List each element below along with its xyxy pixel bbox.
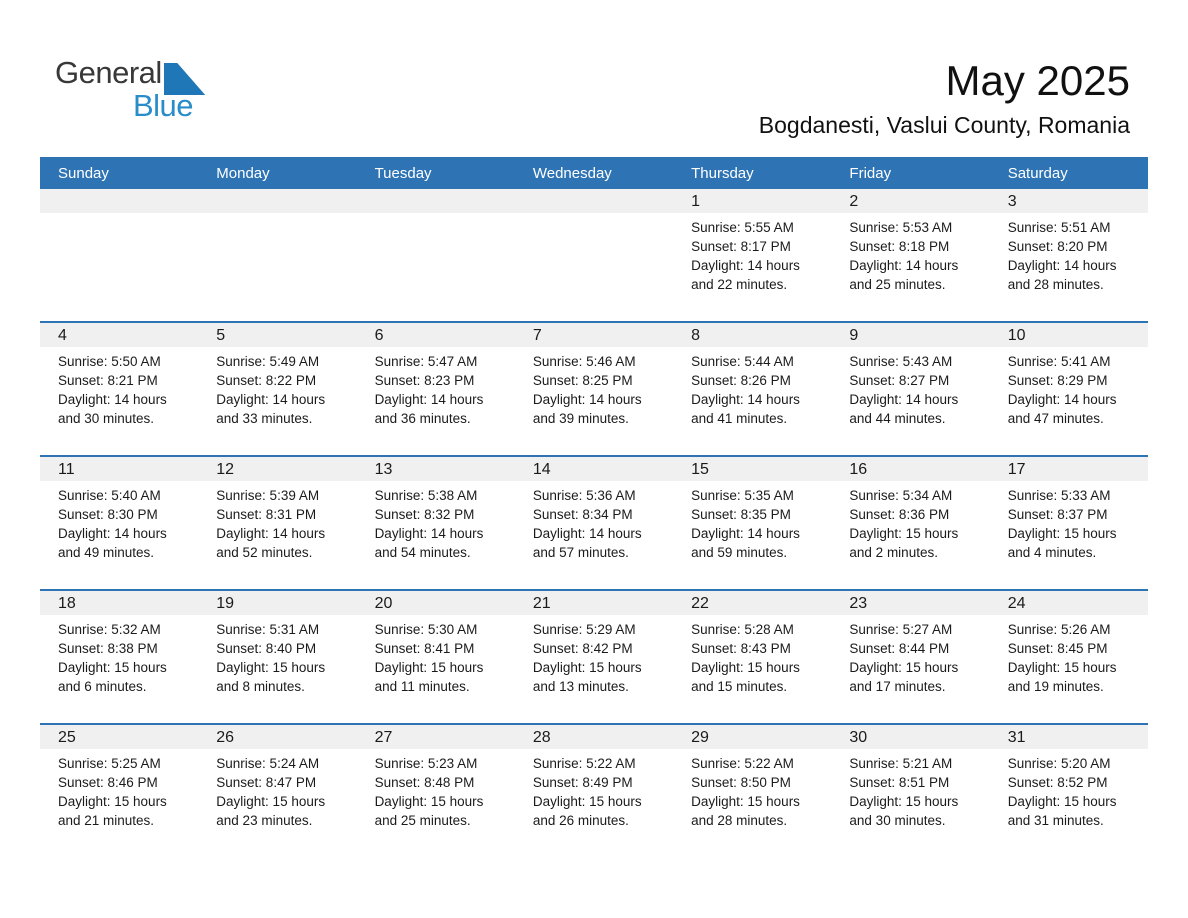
day-cell-17: [990, 457, 1148, 589]
day-number: [515, 189, 673, 213]
day-number: [40, 189, 198, 213]
daylight-minutes-text: and 13 minutes.: [532, 679, 629, 694]
day-number: 1: [673, 189, 831, 213]
daylight-minutes-text: and 26 minutes.: [532, 813, 629, 828]
sunrise-text: Sunrise: 5:39 AM: [216, 488, 320, 503]
day-number: 23: [831, 591, 989, 615]
weekday-header-wednesday: Wednesday: [532, 164, 612, 182]
sunset-text: Sunset: 8:40 PM: [216, 641, 317, 656]
day-cell-31: [990, 725, 1148, 857]
sunset-text: Sunset: 8:42 PM: [532, 641, 633, 656]
general-blue-logo: [55, 55, 205, 127]
sunset-text: Sunset: 8:47 PM: [216, 775, 317, 790]
week-row-3: [40, 455, 1148, 589]
day-cell-23: [831, 591, 989, 723]
day-number: 24: [990, 591, 1148, 615]
day-number: 30: [831, 725, 989, 749]
daylight-minutes-text: and 6 minutes.: [58, 679, 147, 694]
week-row-4: [40, 589, 1148, 723]
day-cell-12: [198, 457, 356, 589]
day-cell-30: [831, 725, 989, 857]
day-number: 20: [357, 591, 515, 615]
daylight-hours-text: Daylight: 15 hours: [849, 526, 959, 541]
page-title: May 2025: [945, 57, 1130, 104]
day-cell-25: [40, 725, 198, 857]
daylight-minutes-text: and 8 minutes.: [216, 679, 305, 694]
sunrise-text: Sunrise: 5:33 AM: [1007, 488, 1111, 503]
day-number: 14: [515, 457, 673, 481]
sunset-text: Sunset: 8:29 PM: [1007, 373, 1108, 388]
day-number: 21: [515, 591, 673, 615]
sunset-text: Sunset: 8:36 PM: [849, 507, 950, 522]
daylight-minutes-text: and 54 minutes.: [374, 545, 471, 560]
daylight-minutes-text: and 39 minutes.: [532, 411, 629, 426]
sunrise-text: Sunrise: 5:41 AM: [1007, 354, 1111, 369]
day-number: 19: [198, 591, 356, 615]
day-cell-9: [831, 323, 989, 455]
daylight-hours-text: Daylight: 15 hours: [849, 794, 959, 809]
day-number: 25: [40, 725, 198, 749]
daylight-minutes-text: and 52 minutes.: [216, 545, 313, 560]
sunrise-text: Sunrise: 5:22 AM: [532, 756, 636, 771]
daylight-hours-text: Daylight: 15 hours: [374, 794, 484, 809]
daylight-hours-text: Daylight: 15 hours: [1007, 660, 1117, 675]
daylight-minutes-text: and 59 minutes.: [691, 545, 788, 560]
sunrise-text: Sunrise: 5:30 AM: [374, 622, 478, 637]
weekday-header-tuesday: Tuesday: [374, 164, 432, 182]
sunset-text: Sunset: 8:37 PM: [1007, 507, 1108, 522]
day-number: 16: [831, 457, 989, 481]
daylight-minutes-text: and 57 minutes.: [532, 545, 629, 560]
day-number: 4: [40, 323, 198, 347]
daylight-hours-text: Daylight: 14 hours: [1007, 258, 1117, 273]
day-number: 26: [198, 725, 356, 749]
day-cell-15: [673, 457, 831, 589]
sunset-text: Sunset: 8:23 PM: [374, 373, 475, 388]
daylight-hours-text: Daylight: 14 hours: [849, 258, 959, 273]
day-cell-18: [40, 591, 198, 723]
daylight-minutes-text: and 36 minutes.: [374, 411, 471, 426]
daylight-hours-text: Daylight: 14 hours: [58, 392, 167, 407]
weekday-header-monday: Monday: [216, 164, 270, 182]
daylight-hours-text: Daylight: 15 hours: [849, 660, 959, 675]
daylight-minutes-text: and 21 minutes.: [58, 813, 155, 828]
daylight-hours-text: Daylight: 14 hours: [849, 392, 959, 407]
sunset-text: Sunset: 8:48 PM: [374, 775, 475, 790]
daylight-hours-text: Daylight: 14 hours: [532, 526, 642, 541]
sunrise-text: Sunrise: 5:24 AM: [216, 756, 320, 771]
daylight-minutes-text: and 33 minutes.: [216, 411, 313, 426]
daylight-minutes-text: and 49 minutes.: [58, 545, 155, 560]
daylight-hours-text: Daylight: 14 hours: [216, 392, 326, 407]
sunrise-text: Sunrise: 5:34 AM: [849, 488, 953, 503]
daylight-minutes-text: and 41 minutes.: [691, 411, 788, 426]
sunrise-text: Sunrise: 5:25 AM: [58, 756, 161, 771]
daylight-minutes-text: and 44 minutes.: [849, 411, 946, 426]
daylight-minutes-text: and 4 minutes.: [1007, 545, 1097, 560]
sunset-text: Sunset: 8:27 PM: [849, 373, 950, 388]
sunset-text: Sunset: 8:38 PM: [58, 641, 158, 656]
daylight-hours-text: Daylight: 15 hours: [374, 660, 484, 675]
daylight-minutes-text: and 19 minutes.: [1007, 679, 1104, 694]
calendar-table: [40, 157, 1148, 857]
daylight-hours-text: Daylight: 14 hours: [691, 258, 800, 273]
day-number: 11: [40, 457, 198, 481]
day-cell-27: [357, 725, 515, 857]
sunrise-text: Sunrise: 5:50 AM: [58, 354, 161, 369]
day-number: 22: [673, 591, 831, 615]
day-number: 10: [990, 323, 1148, 347]
daylight-hours-text: Daylight: 15 hours: [1007, 794, 1117, 809]
sunrise-text: Sunrise: 5:51 AM: [1007, 220, 1111, 235]
daylight-hours-text: Daylight: 14 hours: [374, 392, 484, 407]
day-cell-26: [198, 725, 356, 857]
day-cell-7: [515, 323, 673, 455]
sunrise-text: Sunrise: 5:28 AM: [691, 622, 794, 637]
daylight-hours-text: Daylight: 14 hours: [691, 526, 800, 541]
logo-blue-text: Blue: [132, 88, 193, 123]
daylight-minutes-text: and 47 minutes.: [1007, 411, 1104, 426]
sunrise-text: Sunrise: 5:38 AM: [374, 488, 478, 503]
weekday-header-friday: Friday: [849, 164, 892, 182]
sunrise-text: Sunrise: 5:21 AM: [849, 756, 953, 771]
daylight-hours-text: Daylight: 14 hours: [374, 526, 484, 541]
sunset-text: Sunset: 8:41 PM: [374, 641, 475, 656]
sunset-text: Sunset: 8:45 PM: [1007, 641, 1108, 656]
daylight-hours-text: Daylight: 15 hours: [532, 794, 642, 809]
sunrise-text: Sunrise: 5:27 AM: [849, 622, 953, 637]
sunrise-text: Sunrise: 5:20 AM: [1007, 756, 1111, 771]
daylight-minutes-text: and 30 minutes.: [849, 813, 946, 828]
sunset-text: Sunset: 8:31 PM: [216, 507, 317, 522]
sunrise-text: Sunrise: 5:29 AM: [532, 622, 636, 637]
sunset-text: Sunset: 8:44 PM: [849, 641, 950, 656]
weekday-header-saturday: Saturday: [1007, 164, 1068, 182]
day-cell-4: [40, 323, 198, 455]
day-cell-empty: [40, 189, 198, 321]
daylight-hours-text: Daylight: 14 hours: [58, 526, 167, 541]
day-number: 15: [673, 457, 831, 481]
daylight-minutes-text: and 30 minutes.: [58, 411, 155, 426]
sunset-text: Sunset: 8:51 PM: [849, 775, 950, 790]
day-cell-2: [831, 189, 989, 321]
day-number: 17: [990, 457, 1148, 481]
day-cell-21: [515, 591, 673, 723]
day-cell-19: [198, 591, 356, 723]
daylight-minutes-text: and 2 minutes.: [849, 545, 938, 560]
sunrise-text: Sunrise: 5:53 AM: [849, 220, 953, 235]
day-number: [357, 189, 515, 213]
daylight-minutes-text: and 25 minutes.: [374, 813, 471, 828]
daylight-hours-text: Daylight: 15 hours: [58, 660, 167, 675]
page-subtitle: Bogdanesti, Vaslui County, Romania: [758, 112, 1130, 138]
sunset-text: Sunset: 8:46 PM: [58, 775, 158, 790]
day-cell-16: [831, 457, 989, 589]
day-number: 28: [515, 725, 673, 749]
day-cell-29: [673, 725, 831, 857]
sunset-text: Sunset: 8:52 PM: [1007, 775, 1108, 790]
daylight-hours-text: Daylight: 14 hours: [216, 526, 326, 541]
sunset-text: Sunset: 8:18 PM: [849, 239, 950, 254]
daylight-minutes-text: and 22 minutes.: [691, 277, 788, 292]
day-cell-5: [198, 323, 356, 455]
daylight-hours-text: Daylight: 15 hours: [58, 794, 167, 809]
day-number: 5: [198, 323, 356, 347]
weekday-header-sunday: Sunday: [58, 164, 109, 182]
day-number: 9: [831, 323, 989, 347]
day-cell-28: [515, 725, 673, 857]
day-cell-10: [990, 323, 1148, 455]
sunset-text: Sunset: 8:20 PM: [1007, 239, 1108, 254]
day-cell-14: [515, 457, 673, 589]
weekday-header-thursday: Thursday: [691, 164, 754, 182]
daylight-minutes-text: and 31 minutes.: [1007, 813, 1104, 828]
daylight-minutes-text: and 23 minutes.: [216, 813, 313, 828]
daylight-minutes-text: and 28 minutes.: [1007, 277, 1104, 292]
day-cell-3: [990, 189, 1148, 321]
sunset-text: Sunset: 8:26 PM: [691, 373, 791, 388]
day-number: 2: [831, 189, 989, 213]
sunrise-text: Sunrise: 5:23 AM: [374, 756, 478, 771]
day-number: [198, 189, 356, 213]
day-number: 6: [357, 323, 515, 347]
day-cell-22: [673, 591, 831, 723]
day-number: 29: [673, 725, 831, 749]
day-cell-6: [357, 323, 515, 455]
weekday-header-row: [40, 157, 1148, 189]
daylight-hours-text: Daylight: 15 hours: [1007, 526, 1117, 541]
day-number: 18: [40, 591, 198, 615]
sunset-text: Sunset: 8:25 PM: [532, 373, 633, 388]
sunrise-text: Sunrise: 5:49 AM: [216, 354, 320, 369]
daylight-minutes-text: and 11 minutes.: [374, 679, 470, 694]
daylight-minutes-text: and 17 minutes.: [849, 679, 946, 694]
sunrise-text: Sunrise: 5:47 AM: [374, 354, 478, 369]
sunset-text: Sunset: 8:30 PM: [58, 507, 158, 522]
sunset-text: Sunset: 8:49 PM: [532, 775, 633, 790]
sunset-text: Sunset: 8:21 PM: [58, 373, 158, 388]
sunrise-text: Sunrise: 5:26 AM: [1007, 622, 1111, 637]
sunrise-text: Sunrise: 5:31 AM: [216, 622, 320, 637]
sunrise-text: Sunrise: 5:46 AM: [532, 354, 636, 369]
daylight-minutes-text: and 25 minutes.: [849, 277, 946, 292]
daylight-minutes-text: and 28 minutes.: [691, 813, 788, 828]
sunrise-text: Sunrise: 5:22 AM: [691, 756, 794, 771]
daylight-hours-text: Daylight: 14 hours: [691, 392, 800, 407]
day-cell-20: [357, 591, 515, 723]
daylight-hours-text: Daylight: 15 hours: [691, 660, 800, 675]
week-row-2: [40, 321, 1148, 455]
day-cell-13: [357, 457, 515, 589]
sunset-text: Sunset: 8:34 PM: [532, 507, 633, 522]
sunrise-text: Sunrise: 5:44 AM: [691, 354, 794, 369]
logo-general-text: General: [55, 55, 162, 90]
day-cell-24: [990, 591, 1148, 723]
week-row-1: [40, 189, 1148, 321]
day-number: 27: [357, 725, 515, 749]
sunrise-text: Sunrise: 5:32 AM: [58, 622, 161, 637]
daylight-hours-text: Daylight: 15 hours: [532, 660, 642, 675]
sunset-text: Sunset: 8:32 PM: [374, 507, 475, 522]
daylight-hours-text: Daylight: 15 hours: [691, 794, 800, 809]
day-number: 8: [673, 323, 831, 347]
day-cell-8: [673, 323, 831, 455]
sunset-text: Sunset: 8:50 PM: [691, 775, 791, 790]
sunset-text: Sunset: 8:43 PM: [691, 641, 791, 656]
day-cell-empty: [357, 189, 515, 321]
daylight-hours-text: Daylight: 15 hours: [216, 660, 326, 675]
daylight-minutes-text: and 15 minutes.: [691, 679, 788, 694]
day-cell-empty: [198, 189, 356, 321]
day-number: 3: [990, 189, 1148, 213]
sunrise-text: Sunrise: 5:43 AM: [849, 354, 953, 369]
day-number: 7: [515, 323, 673, 347]
day-cell-empty: [515, 189, 673, 321]
day-cell-11: [40, 457, 198, 589]
day-number: 12: [198, 457, 356, 481]
day-number: 13: [357, 457, 515, 481]
daylight-hours-text: Daylight: 14 hours: [532, 392, 642, 407]
sunset-text: Sunset: 8:35 PM: [691, 507, 791, 522]
page-header: [55, 55, 1130, 140]
day-number: 31: [990, 725, 1148, 749]
sunrise-text: Sunrise: 5:55 AM: [691, 220, 794, 235]
sunrise-text: Sunrise: 5:35 AM: [691, 488, 794, 503]
sunrise-text: Sunrise: 5:40 AM: [58, 488, 161, 503]
sunset-text: Sunset: 8:17 PM: [691, 239, 791, 254]
day-cell-1: [673, 189, 831, 321]
daylight-hours-text: Daylight: 15 hours: [216, 794, 326, 809]
daylight-hours-text: Daylight: 14 hours: [1007, 392, 1117, 407]
sunrise-text: Sunrise: 5:36 AM: [532, 488, 636, 503]
week-row-5: [40, 723, 1148, 857]
sunset-text: Sunset: 8:22 PM: [216, 373, 317, 388]
